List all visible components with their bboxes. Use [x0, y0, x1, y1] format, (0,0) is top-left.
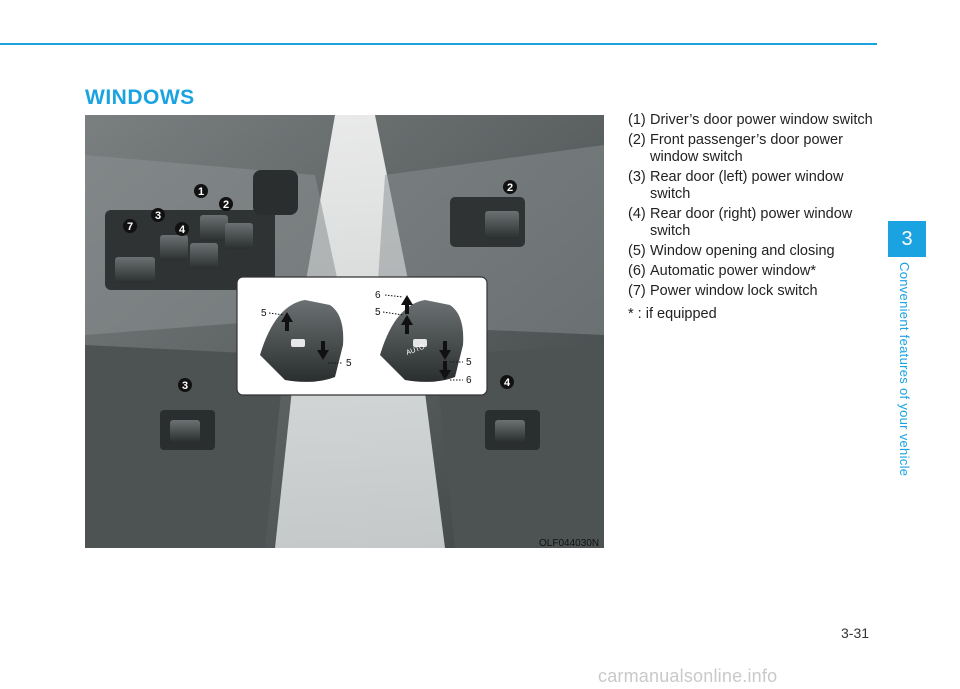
window-switch-illustration — [85, 115, 604, 548]
inset-switch-manual-indicator — [291, 339, 305, 347]
mirror-control — [253, 170, 298, 215]
callout-2-front — [219, 197, 233, 211]
legend-num: (2) — [628, 132, 646, 148]
legend-item-3 — [628, 169, 878, 203]
svg-text:3: 3 — [181, 380, 189, 392]
legend-num: (7) — [628, 283, 646, 299]
rear-right-door-switch — [495, 420, 525, 442]
callout-3-front — [151, 208, 165, 222]
window-lock-switch — [115, 257, 155, 283]
chapter-tab: 3 — [888, 221, 926, 257]
rear-left-switch — [160, 235, 188, 261]
illustration-svg — [85, 115, 604, 548]
legend-num: (1) — [628, 112, 646, 128]
driver-window-switch — [200, 215, 228, 241]
operation-inset — [237, 277, 487, 395]
legend-text: Driver’s door power window switch — [650, 112, 873, 128]
legend-item-1 — [628, 112, 878, 129]
legend-text: Power window lock switch — [650, 283, 818, 299]
legend-note: * : if equipped — [628, 306, 717, 322]
legend-num: (5) — [628, 243, 646, 259]
legend-text: Rear door (left) power window switch — [650, 169, 844, 202]
svg-text:2: 2 — [506, 182, 514, 194]
legend-text: Window opening and closing — [650, 243, 835, 259]
callout-7 — [123, 219, 137, 233]
svg-text:4: 4 — [503, 377, 511, 389]
inset-label-6a: 6 — [375, 290, 381, 301]
auto-label: AUTO — [405, 343, 426, 357]
svg-text:4: 4 — [178, 224, 186, 236]
inset-label-5d: 5 — [466, 357, 472, 368]
passenger-window-switch-driver — [225, 223, 253, 249]
callout-1 — [194, 184, 208, 198]
legend-text: Automatic power window* — [650, 263, 817, 279]
callout-2-passenger — [503, 180, 517, 194]
callout-3-rear — [178, 378, 192, 392]
legend-item-7 — [628, 283, 878, 300]
chapter-side-label — [898, 262, 918, 494]
section-title: WINDOWS — [85, 86, 195, 109]
inset-label-6b: 6 — [466, 375, 472, 386]
inset-label-5c: 5 — [375, 307, 381, 318]
legend-item-6 — [628, 263, 878, 280]
figure-code: OLF044030N — [539, 538, 600, 549]
page-number: 3-31 — [841, 625, 870, 641]
callout-4-front — [175, 222, 189, 236]
passenger-window-switch — [485, 211, 519, 239]
legend-text: Rear door (right) power window switch — [650, 206, 853, 239]
rear-left-door-switch — [170, 420, 200, 442]
inset-label-5b: 5 — [346, 358, 352, 369]
svg-text:1: 1 — [197, 186, 205, 198]
svg-text:3: 3 — [154, 210, 162, 222]
legend-item-2 — [628, 132, 878, 166]
legend-item-5 — [628, 243, 878, 260]
legend-num: (6) — [628, 263, 646, 279]
chapter-label: Convenient features of your vehicle — [897, 262, 912, 477]
legend-item-4 — [628, 206, 878, 240]
header-rule — [0, 43, 877, 45]
rear-right-switch-driver — [190, 243, 218, 269]
legend-num: (4) — [628, 206, 646, 222]
svg-text:7: 7 — [126, 221, 134, 233]
inset-label-5a: 5 — [261, 308, 267, 319]
legend-text: Front passenger’s door power window switch — [650, 132, 843, 165]
legend-list — [628, 112, 878, 323]
callout-4-rear — [500, 375, 514, 389]
svg-text:2: 2 — [222, 199, 230, 211]
watermark[interactable]: carmanualsonline.info — [598, 666, 778, 686]
legend-num: (3) — [628, 169, 646, 185]
